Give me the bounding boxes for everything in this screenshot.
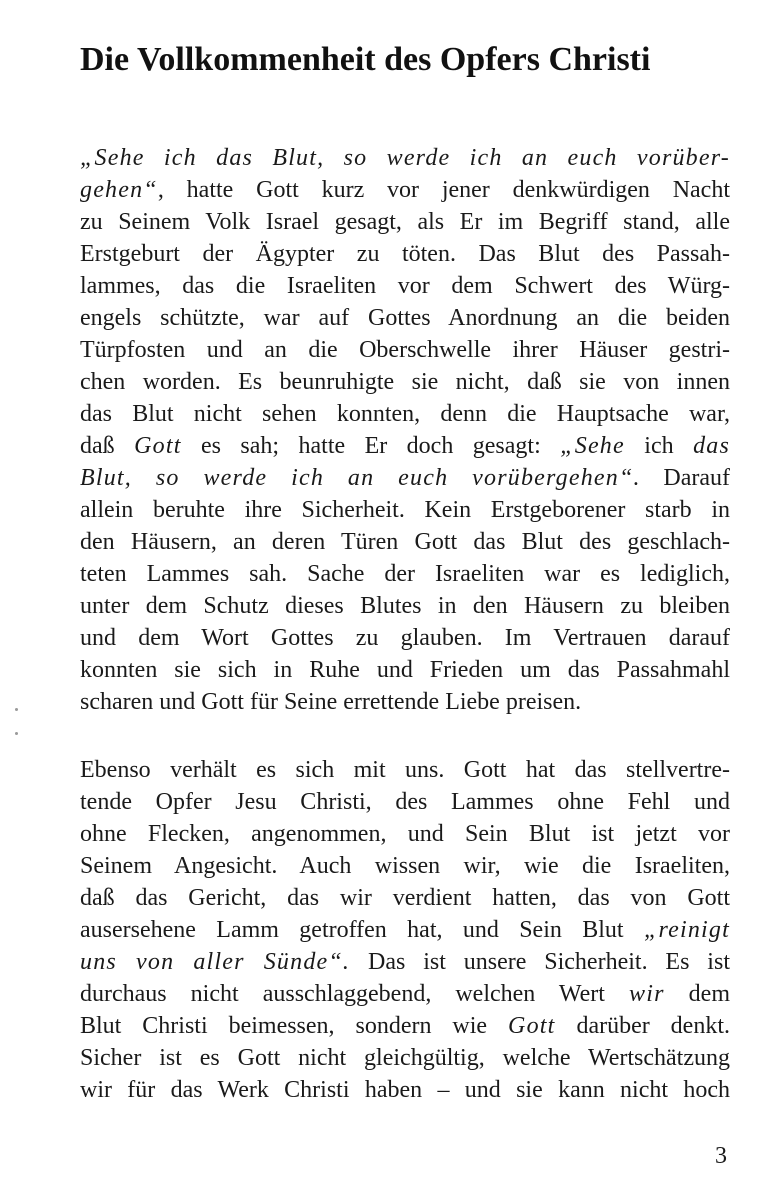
page-title: Die Vollkommenheit des Opfers Christi	[80, 41, 651, 78]
text-run: durchaus nicht ausschlaggebend, welchen Wert	[80, 981, 629, 1007]
text-run: tende Opfer Jesu Christi, des Lammes ohne Fehl und	[80, 789, 730, 815]
text-line	[80, 238, 730, 270]
text-run: Das ist unsere Sicherheit. Es ist	[350, 949, 730, 975]
text-run: Türpfosten und an die Oberschwelle ihrer Häuser gestri-	[80, 337, 730, 363]
text-line	[80, 686, 730, 718]
text-line	[80, 430, 730, 462]
text-line	[80, 850, 730, 882]
page-number: 3	[715, 1143, 727, 1169]
text-line	[80, 366, 730, 398]
text-run: den Häusern, an deren Türen Gott das Blut des geschlach-	[80, 529, 730, 555]
text-run: es sah; hatte Er doch gesagt:	[181, 433, 561, 459]
italic-text-run: Blut, so werde ich an euch vorübergehen“.	[80, 465, 641, 491]
text-line	[80, 914, 730, 946]
text-run: Sicher ist es Gott nicht gleichgültig, welche Wertschätzung	[80, 1045, 730, 1071]
text-run: engels schützte, war auf Gottes Anordnung an die beiden	[80, 305, 730, 331]
text-run: ohne Flecken, angenommen, und Sein Blut ist jetzt vor	[80, 821, 730, 847]
italic-text-run: „Sehe	[560, 433, 625, 459]
italic-text-run: uns von aller Sünde“.	[80, 949, 351, 975]
text-run: teten Lammes sah. Sache der Israeliten war es lediglich,	[80, 561, 730, 587]
text-line	[80, 590, 730, 622]
paragraph-1	[80, 142, 730, 718]
margin-speck	[15, 708, 18, 711]
italic-text-run: „Sehe ich das Blut, so werde ich an euch vorüber-	[80, 145, 730, 171]
text-line	[80, 142, 730, 174]
italic-text-run: Gott	[508, 1013, 556, 1039]
text-run: daß das Gericht, das wir verdient hatten, das von Gott	[80, 885, 730, 911]
text-run: konnten sie sich in Ruhe und Frieden um das Passahmahl	[80, 657, 730, 683]
text-line	[80, 818, 730, 850]
text-run: , hatte Gott kurz vor jener denkwürdigen Nacht	[157, 177, 730, 203]
text-run: und dem Wort Gottes zu glauben. Im Vertrauen darauf	[80, 625, 730, 651]
text-line	[80, 754, 730, 786]
text-run: Ebenso verhält es sich mit uns. Gott hat das stellvertre-	[80, 757, 730, 783]
text-run: allein beruhte ihre Sicherheit. Kein Erstgeborener starb in	[80, 497, 730, 523]
text-run: Blut Christi beimessen, sondern wie	[80, 1013, 509, 1039]
italic-text-run: das	[693, 433, 731, 459]
text-line	[80, 174, 730, 206]
text-run: darüber denkt.	[555, 1013, 731, 1039]
text-run: Darauf	[640, 465, 730, 491]
text-line	[80, 270, 730, 302]
text-run: zu Seinem Volk Israel gesagt, als Er im Begriff stand, alle	[80, 209, 730, 235]
text-run: scharen und Gott für Seine errettende Liebe preisen.	[80, 689, 582, 715]
text-line	[80, 786, 730, 818]
text-line	[80, 398, 730, 430]
text-line	[80, 558, 730, 590]
text-run: wir für das Werk Christi haben – und sie kann nicht hoch	[80, 1077, 730, 1103]
text-run: Seinem Angesicht. Auch wissen wir, wie die Israeliten,	[80, 853, 730, 879]
text-line	[80, 494, 730, 526]
text-run: unter dem Schutz dieses Blutes in den Häusern zu bleiben	[80, 593, 730, 619]
text-line	[80, 622, 730, 654]
italic-text-run: wir	[629, 981, 665, 1007]
text-run: Erstgeburt der Ägypter zu töten. Das Blut des Passah-	[80, 241, 730, 267]
text-line	[80, 978, 730, 1010]
italic-text-run: Gott	[134, 433, 182, 459]
italic-text-run: gehen“	[80, 177, 158, 203]
text-line	[80, 1042, 730, 1074]
text-run: chen worden. Es beunruhigte sie nicht, daß sie von innen	[80, 369, 730, 395]
text-line	[80, 526, 730, 558]
paragraph-2	[80, 754, 730, 1106]
text-run: daß	[80, 433, 135, 459]
text-run: ausersehene Lamm getroffen hat, und Sein Blut	[80, 917, 644, 943]
text-run: das Blut nicht sehen konnten, denn die Hauptsache war,	[80, 401, 730, 427]
text-line	[80, 462, 730, 494]
text-line	[80, 1010, 730, 1042]
text-run: dem	[664, 981, 730, 1007]
text-line	[80, 654, 730, 686]
text-line	[80, 302, 730, 334]
margin-speck	[15, 732, 18, 735]
text-line	[80, 1074, 730, 1106]
text-line	[80, 882, 730, 914]
text-run: ich	[624, 433, 694, 459]
text-line	[80, 206, 730, 238]
text-line	[80, 946, 730, 978]
text-line	[80, 334, 730, 366]
italic-text-run: „reinigt	[643, 917, 730, 943]
text-run: lammes, das die Israeliten vor dem Schwert des Würg-	[80, 273, 730, 299]
